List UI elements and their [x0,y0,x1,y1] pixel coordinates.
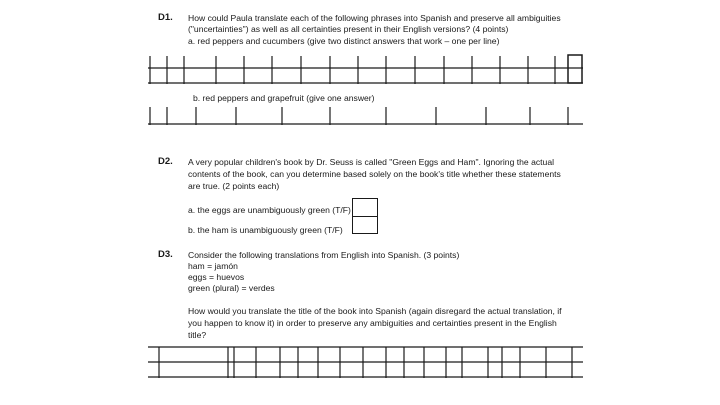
question-d1-text-line2: ("uncertainties") as well as all certainties present in their English versions? (4 points) [188,24,509,34]
d2-part-a-answer-box[interactable] [352,198,378,217]
question-d1-part-a: a. red peppers and cucumbers (give two distinct answers that work – one per line) [188,36,500,46]
question-d3-text-line2: you happen to know it) in order to preserve any ambiguities and certainties present in the English [188,318,557,328]
question-d3-intro: Consider the following translations from English into Spanish. (3 points) [188,250,460,260]
question-d2-number: D2. [158,156,173,167]
d2-part-b-answer-box[interactable] [352,217,378,234]
d3-gloss-green: green (plural) = verdes [188,283,275,293]
question-d1-number: D1. [158,12,173,23]
question-d3-text-line1: How would you translate the title of the book into Spanish (again disregard the actual translation, if [188,306,562,316]
question-d3-text-line3: title? [188,330,207,340]
question-d1-part-b: b. red peppers and grapefruit (give one answer) [193,93,375,103]
question-d2-text-line2: contents of the book, can you determine based solely on the book's title whether these statements [188,169,561,179]
d1-part-b-answer-grid[interactable] [148,107,583,125]
question-d2-text-line1: A very popular children's book by Dr. Seuss is called "Green Eggs and Ham". Ignoring the actual [188,157,555,167]
d3-gloss-eggs: eggs = huevos [188,272,245,282]
d3-gloss-ham: ham = jamón [188,261,238,271]
question-d1-text-line1: How could Paula translate each of the following phrases into Spanish and preserve all ambiguities [188,13,561,23]
d3-answer-grid[interactable] [148,347,583,378]
question-d2-part-b: b. the ham is unambiguously green (T/F) [188,225,343,235]
question-d2-text-line3: are true. (2 points each) [188,181,280,191]
question-d2-part-a: a. the eggs are unambiguously green (T/F) [188,205,351,215]
d1-part-a-answer-grid[interactable] [148,55,583,84]
question-d3-number: D3. [158,249,173,260]
